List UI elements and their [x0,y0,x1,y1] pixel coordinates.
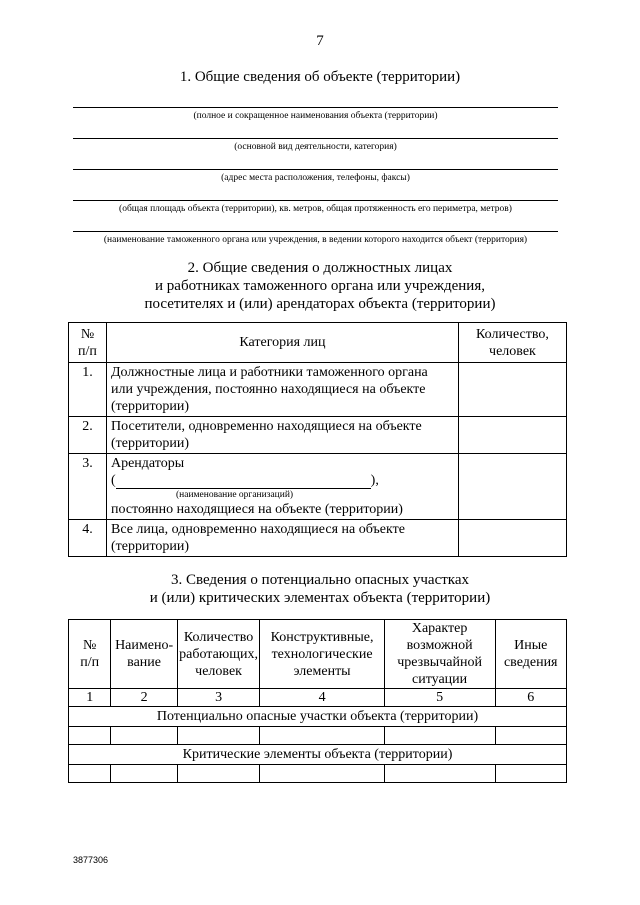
empty-cell[interactable] [495,727,567,745]
caption-customs-body: (наименование таможенного органа или учреждения, в ведении которого находится объект (территория) [103,235,528,245]
field-line-address[interactable] [73,169,558,170]
section3-title-line: 3. Сведения о потенциально опасных участках [170,572,470,588]
row-category [106,417,458,454]
tenants-name-line [111,472,454,489]
empty-cell[interactable] [177,727,260,745]
section2-title-line: и работниках таможенного органа или учреждения, [155,278,485,294]
header-line: Характер [411,621,468,636]
close-paren: ), [370,473,379,488]
row-num: 2. [69,417,107,454]
field-line-area[interactable] [73,200,558,201]
caption-address: (адрес места расположения, телефоны, факсы) [221,173,410,183]
page-number: 7 [316,33,324,49]
table-header-row [69,323,567,363]
empty-cell[interactable] [495,765,567,783]
section2-title [0,259,640,313]
caption-activity: (основной вид деятельности, категория) [234,142,397,152]
header-emergency-nature [384,620,495,689]
section-row-hazard-areas [69,707,567,727]
section3-title-line: и (или) критических элементах объекта (территории) [149,590,491,606]
header-num-line: п/п [78,344,97,359]
section-row-label: Критические элементы объекта (территории) [69,745,567,765]
field-line-activity[interactable] [73,138,558,139]
column-number: 5 [384,689,495,707]
empty-cell[interactable] [260,727,384,745]
empty-cell[interactable] [111,765,177,783]
header-qty-line: Количество, [476,326,549,342]
row-text-line: постоянно находящиеся на объекте (территории) [110,502,403,517]
row-text-line: Посетители, одновременно находящиеся на объекте [110,419,422,434]
row-num: 3. [69,454,107,520]
table-row [69,765,567,783]
header-other-info [495,620,567,689]
header-workers-count [177,620,260,689]
table-row [69,363,567,417]
caption-area: (общая площадь объекта (территории), кв. метров, общая протяженность его периметра, метров) [119,204,512,214]
empty-cell[interactable] [69,765,111,783]
row-text-line: (территории) [110,539,190,554]
header-line: п/п [80,655,100,670]
row-quantity-cell[interactable] [458,417,566,454]
row-text-line: или учреждения, постоянно находящиеся на объекте [110,382,426,397]
table-row [69,417,567,454]
table-row [69,520,567,557]
row-text-line: Арендаторы [110,456,185,471]
row-category [106,454,458,520]
row-quantity-cell[interactable] [458,520,566,557]
empty-cell[interactable] [69,727,111,745]
section2-title-line: 2. Общие сведения о должностных лицах [187,260,453,276]
table-row [69,454,567,520]
row-text-line: (территории) [110,436,190,451]
header-num-line: № [80,327,95,342]
header-line: вание [127,655,161,670]
header-line: возможной [406,638,473,653]
table-row [69,727,567,745]
field-line-full-name[interactable] [73,107,558,108]
header-num [69,620,111,689]
table-header-row [69,620,567,689]
open-paren: ( [110,473,116,488]
header-line: элементы [293,663,351,679]
row-text-line: (территории) [110,399,190,414]
row-num: 1. [69,363,107,417]
row-num: 4. [69,520,107,557]
column-number: 3 [177,689,260,707]
caption-full-name: (полное и сокращенное наименования объекта (территории) [193,111,438,121]
row-category [106,363,458,417]
column-number: 2 [111,689,177,707]
header-line: Иные [514,638,548,653]
header-line: ситуации [412,672,468,687]
header-line: сведения [503,655,558,670]
persons-table [68,322,567,557]
field-line-customs-body[interactable] [73,231,558,232]
section-row-critical-elements [69,745,567,765]
section3-title [0,571,640,607]
header-line: технологические [271,646,373,662]
header-qty-line: человек [489,343,536,359]
column-numbers-row [69,689,567,707]
row-category [106,520,458,557]
header-line: Конструктивные, [270,629,374,645]
section-row-label: Потенциально опасные участки объекта (территории) [69,707,567,727]
header-structural-elements [260,620,384,689]
row-text-line: Должностные лица и работники таможенного органа [110,365,428,380]
row-text-line: Все лица, одновременно находящиеся на объекте [110,522,405,537]
row-quantity-cell[interactable] [458,454,566,520]
hazard-table [68,619,567,783]
row-quantity-cell[interactable] [458,363,566,417]
header-line: № [83,638,97,653]
column-number: 4 [260,689,384,707]
empty-cell[interactable] [260,765,384,783]
empty-cell[interactable] [384,727,495,745]
header-line: чрезвычайной [397,655,482,670]
section2-title-line: посетителях и (или) арендаторах объекта (территории) [144,296,496,312]
header-num [69,323,107,363]
empty-cell[interactable] [177,765,260,783]
tenants-name-field[interactable] [116,474,371,489]
header-category: Категория лиц [106,323,458,363]
header-line: Наимено- [115,638,174,653]
section1-title: 1. Общие сведения об объекте (территории) [179,69,461,85]
empty-cell[interactable] [384,765,495,783]
header-quantity [458,323,566,363]
header-line: Количество [183,629,254,645]
document-code: 3877306 [73,855,109,865]
header-line: работающих, [179,646,259,662]
column-number: 1 [69,689,111,707]
header-line: человек [195,663,242,679]
column-number: 6 [495,689,567,707]
header-name [111,620,177,689]
empty-cell[interactable] [111,727,177,745]
tenants-name-caption: (наименование организаций) [175,490,294,500]
